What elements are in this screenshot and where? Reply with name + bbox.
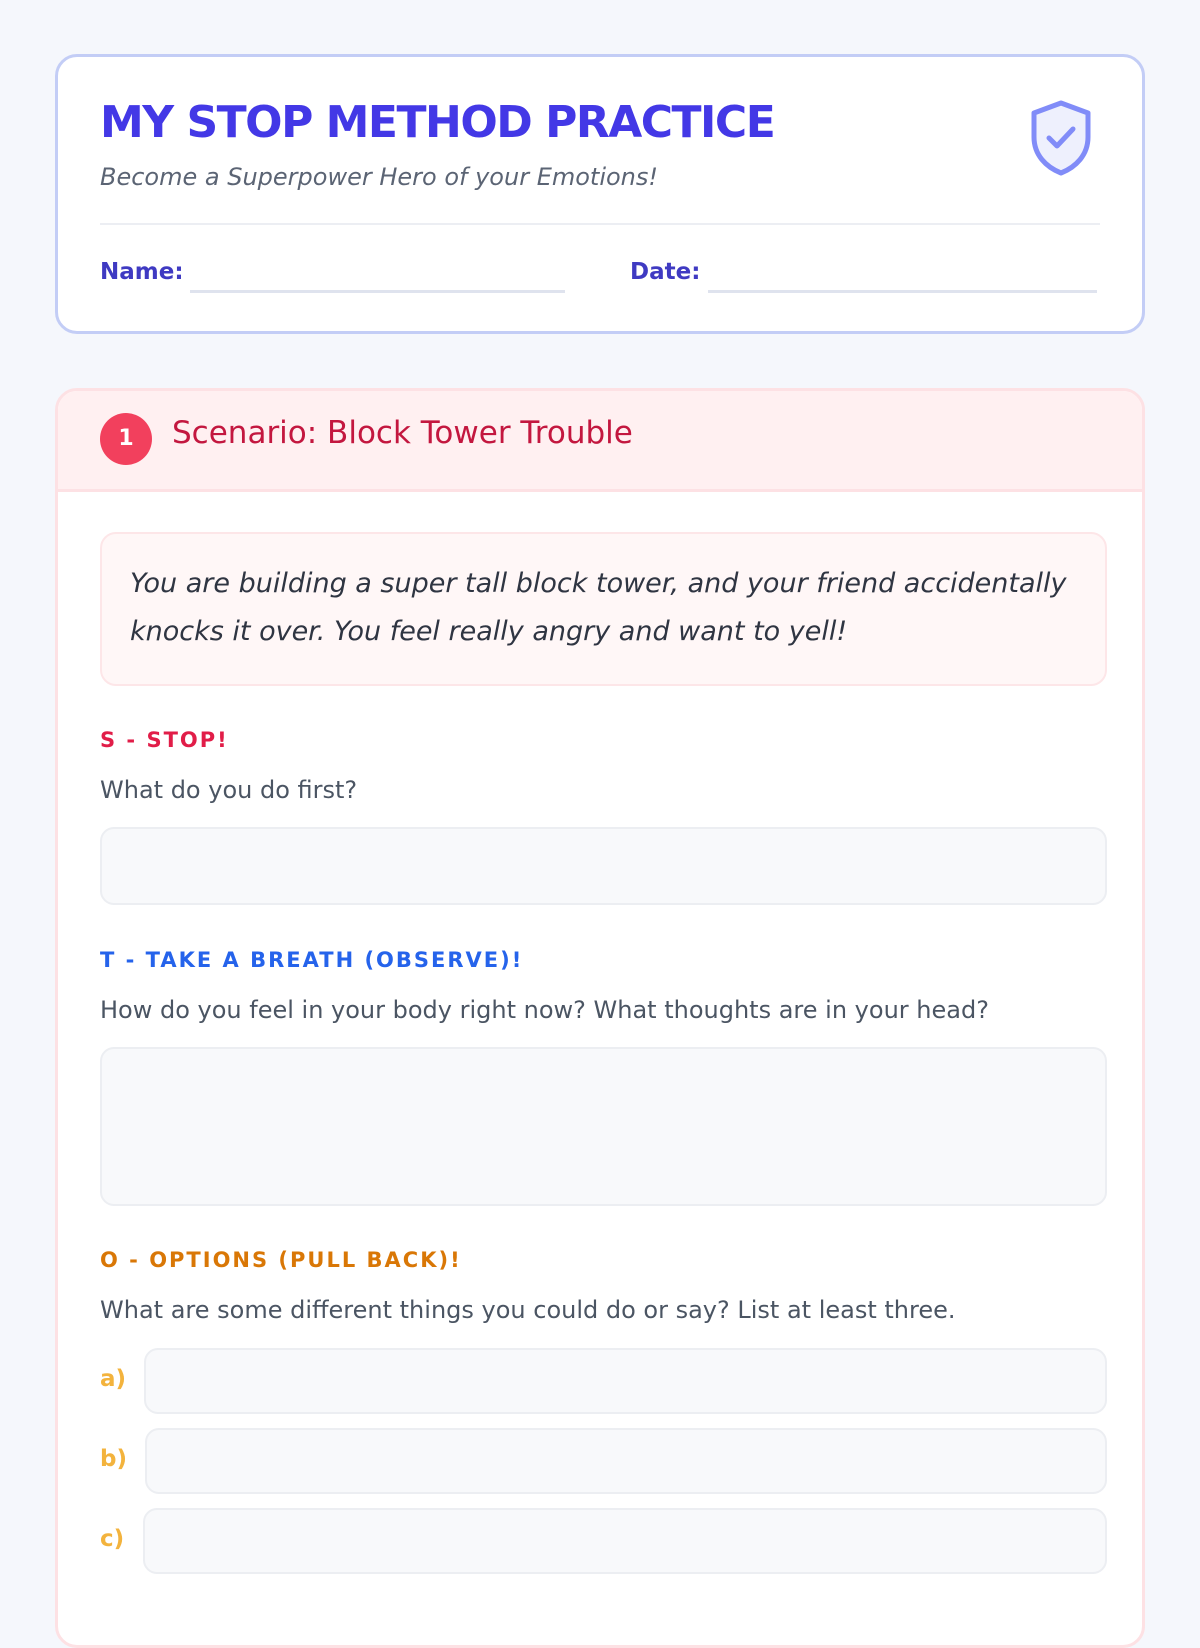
option-b-label: b): [100, 1446, 127, 1472]
date-label: Date:: [630, 259, 701, 285]
name-field[interactable]: [190, 290, 565, 293]
options-heading: O - OPTIONS (PULL BACK)!: [100, 1248, 462, 1272]
scenario-description: You are building a super tall block tower, and your friend accidentally knocks it over. You feel really angry and want to yell!: [100, 532, 1107, 686]
option-c-input[interactable]: [143, 1508, 1107, 1574]
page-title: MY STOP METHOD PRACTICE: [100, 97, 775, 148]
scenario-card: [55, 388, 1145, 1648]
options-question: What are some different things you could do or say? List at least three.: [100, 1296, 956, 1324]
option-a-label: a): [100, 1366, 127, 1392]
header-divider: [100, 223, 1100, 225]
option-c-label: c): [100, 1526, 125, 1552]
option-a-input[interactable]: [144, 1348, 1107, 1414]
stop-answer-box[interactable]: [100, 827, 1107, 905]
stop-heading: S - STOP!: [100, 728, 229, 752]
take-breath-heading: T - TAKE A BREATH (OBSERVE)!: [100, 948, 524, 972]
stop-question: What do you do first?: [100, 776, 358, 804]
header-card: [55, 54, 1145, 334]
take-breath-answer-box[interactable]: [100, 1047, 1107, 1206]
scenario-title: Scenario: Block Tower Trouble: [172, 415, 633, 451]
page-subtitle: Become a Superpower Hero of your Emotions!: [100, 163, 659, 191]
option-b-input[interactable]: [145, 1428, 1107, 1494]
name-label: Name:: [100, 259, 184, 285]
take-breath-question: How do you feel in your body right now? What thoughts are in your head?: [100, 996, 989, 1024]
scenario-number-badge: 1: [100, 413, 152, 465]
shield-check-icon: [1028, 99, 1094, 177]
scenario-header: [58, 391, 1142, 492]
date-field[interactable]: [708, 290, 1097, 293]
